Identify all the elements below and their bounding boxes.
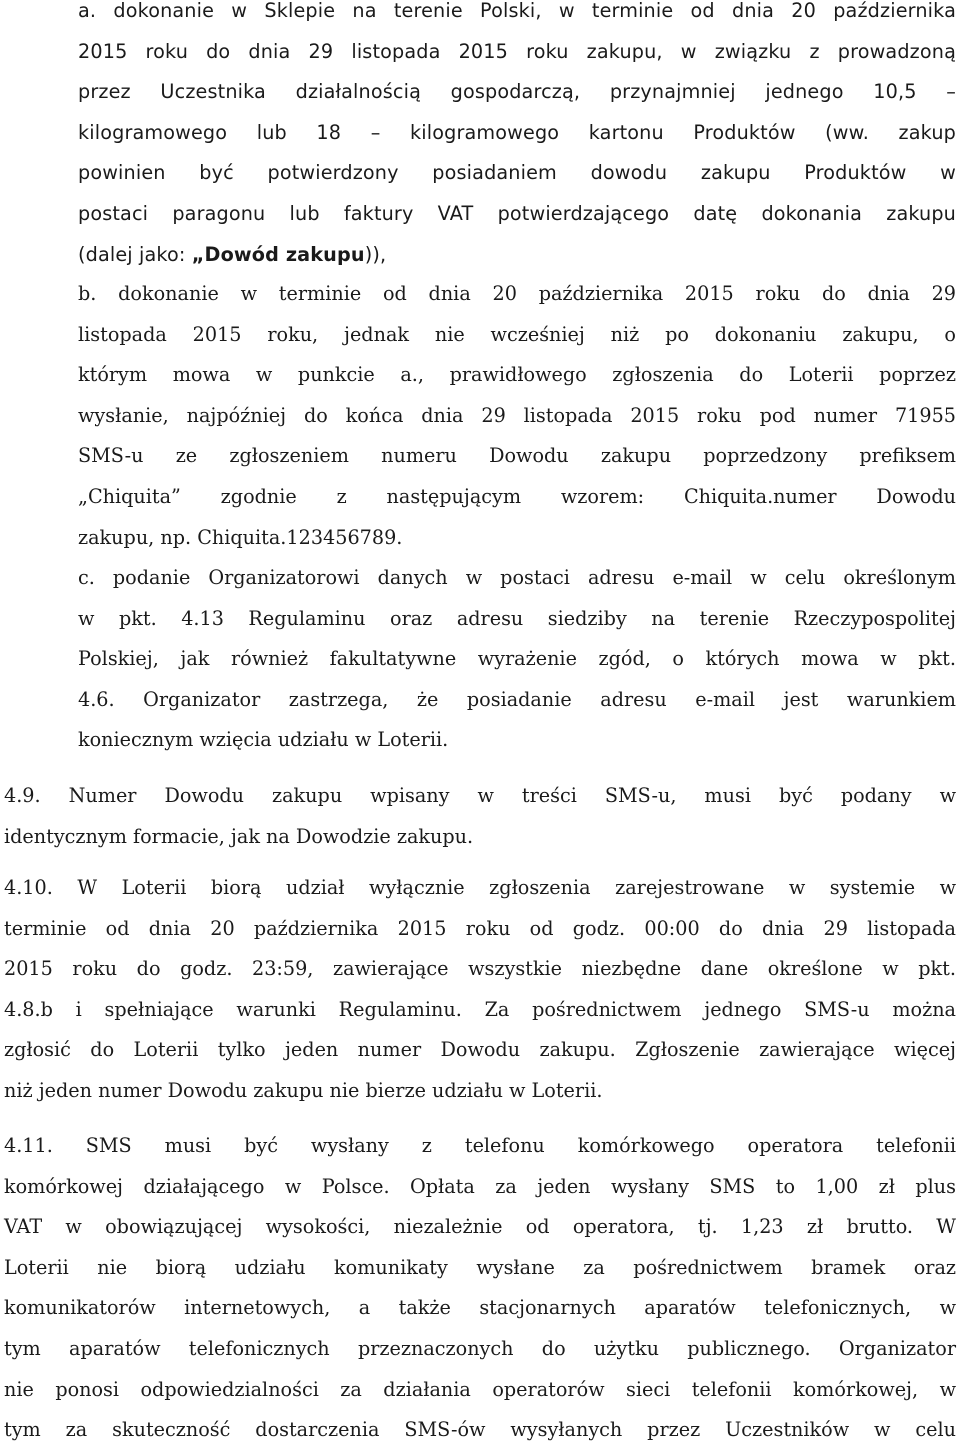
- section-4-10: [4, 868, 956, 1112]
- text-line: postaci paragonu lub faktury VAT potwierdzającego datę dokonania zakupu: [78, 201, 956, 225]
- text-line: wysłanie, najpóźniej do końca dnia 29 listopada 2015 roku pod numer 71955: [78, 403, 956, 427]
- text-line: identycznym formacie, jak na Dowodzie zakupu.: [4, 824, 474, 848]
- text-line: 4.11. SMS musi być wysłany z telefonu komórkowego operatora telefonii: [4, 1134, 956, 1157]
- text-line: 2015 roku do godz. 23:59, zawierające wszystkie niezbędne dane określone w pkt.: [4, 957, 956, 981]
- text-run: (dalej jako:: [78, 242, 192, 266]
- text-line: w pkt. 4.13 Regulaminu oraz adresu siedziby na terenie Rzeczypospolitej: [78, 606, 956, 630]
- defined-term: „Dowód zakupu: [191, 242, 365, 266]
- text-line: b. dokonanie w terminie od dnia 20 października 2015 roku do dnia 29: [78, 282, 956, 305]
- item-a: [78, 0, 956, 275]
- text-run: )),: [364, 242, 387, 266]
- text-line: c. podanie Organizatorowi danych w postaci adresu e-mail w celu określonym: [78, 566, 956, 589]
- text-line: a. dokonanie w Sklepie na terenie Polski, w terminie od dnia 20 października: [78, 0, 956, 22]
- text-line: zgłosić do Loterii tylko jeden numer Dowodu zakupu. Zgłoszenie zawierające więcej: [4, 1038, 956, 1062]
- item-b: [78, 274, 956, 558]
- text-line: koniecznym wzięcia udziału w Loterii.: [78, 728, 449, 752]
- text-line: 4.10. W Loterii biorą udział wyłącznie zgłoszenia zarejestrowane w systemie w: [4, 876, 956, 899]
- section-4-9: [4, 776, 956, 857]
- text-line: Polskiej, jak również fakultatywne wyrażenie zgód, o których mowa w pkt.: [78, 647, 956, 671]
- text-line: powinien być potwierdzony posiadaniem dowodu zakupu Produktów w: [78, 161, 956, 185]
- text-line: 4.8.b i spełniające warunki Regulaminu. Za pośrednictwem jednego SMS-u można: [4, 997, 956, 1021]
- text-line: niż jeden numer Dowodu zakupu nie bierze udziału w Loterii.: [4, 1078, 603, 1102]
- text-line: „Chiquita” zgodnie z następującym wzorem: Chiquita.numer Dowodu: [78, 484, 956, 508]
- text-line: komunikatorów internetowych, a także stacjonarnych aparatów telefonicznych, w: [4, 1296, 956, 1320]
- text-line: VAT w obowiązującej wysokości, niezależnie od operatora, tj. 1,23 zł brutto. W: [4, 1215, 956, 1239]
- text-line: nie ponosi odpowiedzialności za działania operatorów sieci telefonii komórkowej, w: [4, 1377, 956, 1401]
- section-4-11: [4, 1126, 956, 1451]
- text-line: Loterii nie biorą udziału komunikaty wysłane za pośrednictwem bramek oraz: [4, 1255, 956, 1279]
- text-line: którym mowa w punkcie a., prawidłowego zgłoszenia do Loterii poprzez: [78, 363, 956, 387]
- text-line: tym aparatów telefonicznych przeznaczonych do użytku publicznego. Organizator: [4, 1336, 956, 1360]
- text-line: listopada 2015 roku, jednak nie wcześniej niż po dokonaniu zakupu, o: [78, 322, 956, 346]
- text-line: komórkowej działającego w Polsce. Opłata za jeden wysłany SMS to 1,00 zł plus: [4, 1174, 956, 1198]
- text-line: zakupu, np. Chiquita.123456789.: [78, 525, 403, 549]
- text-line: terminie od dnia 20 października 2015 roku od godz. 00:00 do dnia 29 listopada: [4, 916, 956, 940]
- item-c: [78, 558, 956, 761]
- text-line: tym za skuteczność dostarczenia SMS-ów wysyłanych przez Uczestników w celu: [4, 1418, 956, 1442]
- text-line: SMS-u ze zgłoszeniem numeru Dowodu zakupu poprzedzony prefiksem: [78, 444, 956, 468]
- text-line: 4.9. Numer Dowodu zakupu wpisany w treści SMS-u, musi być podany w: [4, 784, 956, 807]
- text-line: 4.6. Organizator zastrzega, że posiadanie adresu e-mail jest warunkiem: [78, 687, 956, 711]
- text-line: 2015 roku do dnia 29 listopada 2015 roku zakupu, w związku z prowadzoną: [78, 39, 956, 63]
- text-line: przez Uczestnika działalnością gospodarczą, przynajmniej jednego 10,5 –: [78, 80, 956, 104]
- text-line: [78, 235, 956, 276]
- text-line: kilogramowego lub 18 – kilogramowego kartonu Produktów (ww. zakup: [78, 120, 956, 144]
